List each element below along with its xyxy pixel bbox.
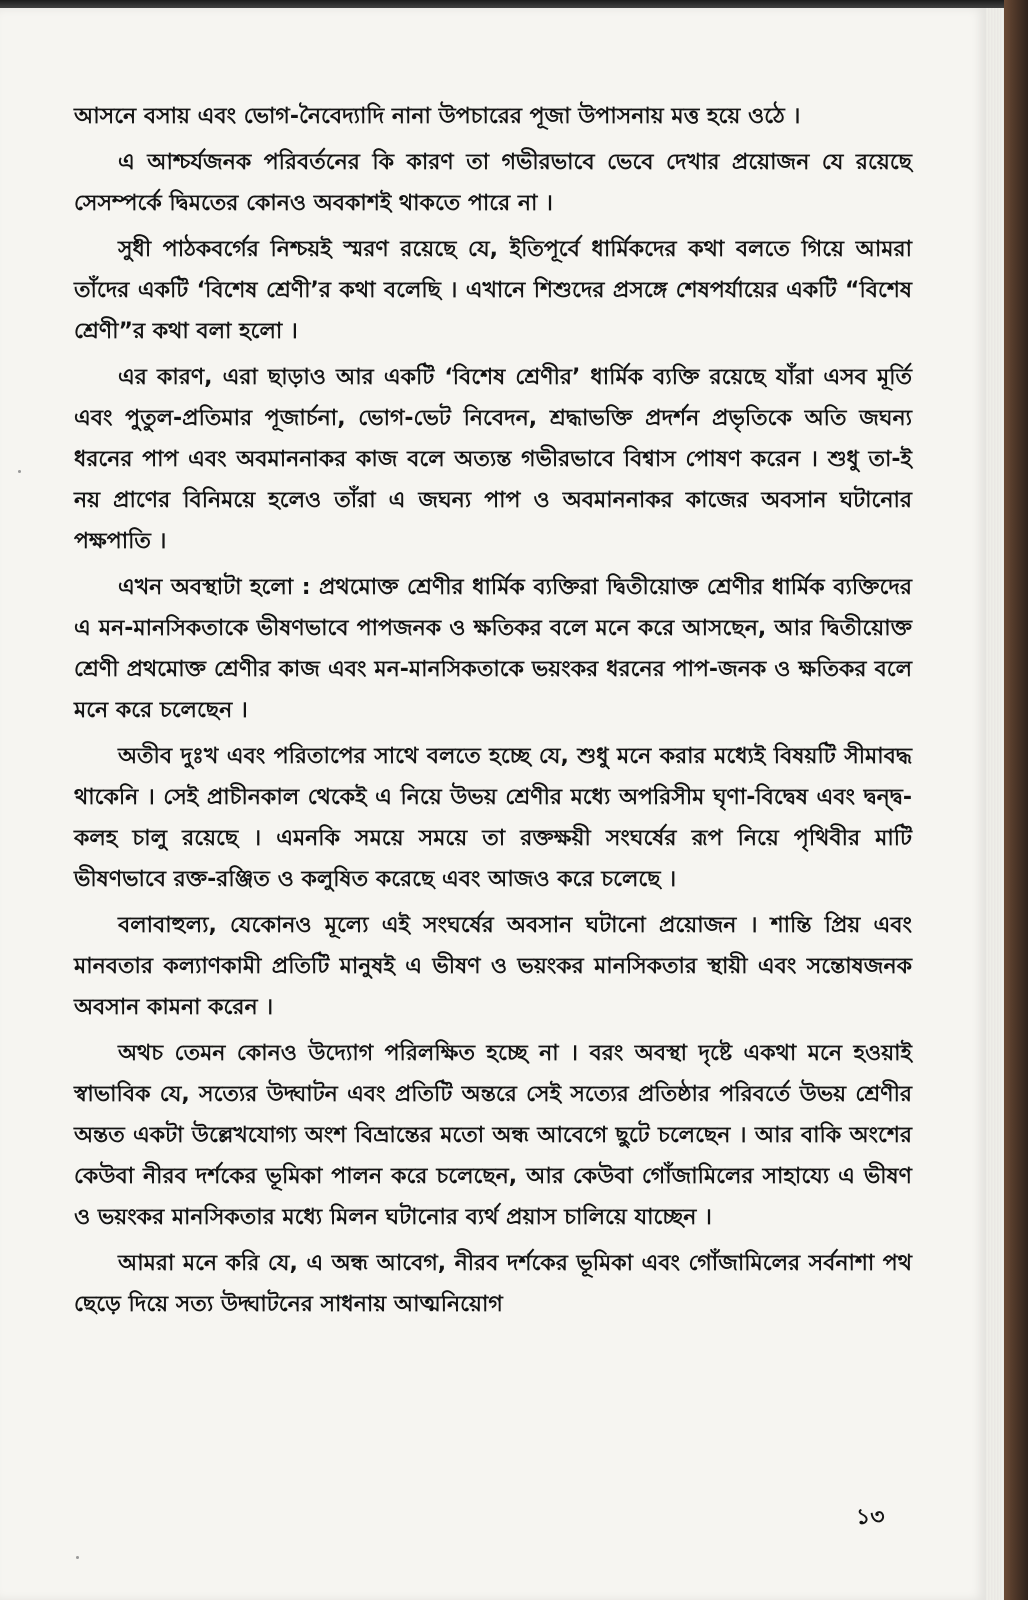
background-edge — [1004, 0, 1028, 1600]
paragraph: এখন অবস্থাটা হলো : প্রথমোক্ত শ্রেণীর ধার্মিক ব্যক্তিরা দ্বিতীয়োক্ত শ্রেণীর ধার্মিক ব্যক্তিদের এ মন-মানসিকতাকে ভীষণভাবে পাপজনক ও ক্ষতিকর বলে মনে করে আসছেন, আর দ্বিতীয়োক্ত শ্রেণী প্রথমোক্ত শ্রেণীর কাজ এবং মন-মানসিকতাকে ভয়ংকর ধরনের পাপ-জনক ও ক্ষতিকর বলে মনে করে চলেছেন । — [74, 575, 912, 723]
page-body-text — [74, 96, 912, 1330]
paragraph: বলাবাহুল্য, যেকোনও মূল্যে এই সংঘর্ষের অবসান ঘটানো প্রয়োজন । শান্তি প্রিয় এবং মানবতার কল্যাণকামী প্রতিটি মানুষই এ ভীষণ ও ভয়ংকর মানসিকতার স্থায়ী এবং সন্তোষজনক অবসান কামনা করেন । — [74, 913, 912, 1020]
page-stack-edges — [986, 8, 1004, 1600]
paragraph: সুধী পাঠকবর্গের নিশ্চয়ই স্মরণ রয়েছে যে, ইতিপূর্বে ধার্মিকদের কথা বলতে গিয়ে আমরা তাঁদের একটি ‘বিশেষ শ্রেণী’র কথা বলেছি । এখানে শিশুদের প্রসঙ্গে শেষপর্যায়ের একটি “বিশেষ শ্রেণী”র কথা বলা হলো । — [74, 237, 912, 344]
paragraph: অতীব দুঃখ এবং পরিতাপের সাথে বলতে হচ্ছে যে, শুধু মনে করার মধ্যেই বিষয়টি সীমাবদ্ধ থাকেনি । সেই প্রাচীনকাল থেকেই এ নিয়ে উভয় শ্রেণীর মধ্যে অপরিসীম ঘৃণা-বিদ্বেষ এবং দ্বন্দ্ব-কলহ চালু রয়েছে । এমনকি সময়ে সময়ে তা রক্তক্ষয়ী সংঘর্ষের রূপ নিয়ে পৃথিবীর মাটি ভীষণভাবে রক্ত-রঞ্জিত ও কলুষিত করেছে এবং আজও করে চলেছে । — [74, 744, 912, 892]
paper-speck — [18, 470, 21, 473]
page-number: ১৩ — [856, 1505, 885, 1530]
paragraph: এ আশ্চর্যজনক পরিবর্তনের কি কারণ তা গভীরভাবে ভেবে দেখার প্রয়োজন যে রয়েছে সেসম্পর্কে দ্বিমতের কোনও অবকাশই থাকতে পারে না । — [74, 150, 912, 216]
paragraph: অথচ তেমন কোনও উদ্যোগ পরিলক্ষিত হচ্ছে না । বরং অবস্থা দৃষ্টে একথা মনে হওয়াই স্বাভাবিক যে, সত্যের উদ্ঘাটন এবং প্রতিটি অন্তরে সেই সত্যের প্রতিষ্ঠার পরিবর্তে উভয় শ্রেণীর অন্তত একটা উল্লেখযোগ্য অংশ বিভ্রান্তের মতো অন্ধ আবেগে ছুটে চলেছেন । আর বাকি অংশের কেউবা নীরব দর্শকের ভূমিকা পালন করে চলেছেন, আর কেউবা গোঁজামিলের সাহায্যে এ ভীষণ ও ভয়ংকর মানসিকতার মধ্যে মিলন ঘটানোর ব্যর্থ প্রয়াস চালিয়ে যাচ্ছেন । — [74, 1041, 912, 1230]
paper-speck — [76, 1556, 79, 1559]
paragraph: আমরা মনে করি যে, এ অন্ধ আবেগ, নীরব দর্শকের ভূমিকা এবং গোঁজামিলের সর্বনাশা পথ ছেড়ে দিয়ে সত্য উদ্ঘাটনের সাধনায় আত্মনিয়োগ — [74, 1251, 912, 1317]
paragraph: আসনে বসায় এবং ভোগ-নৈবেদ্যাদি নানা উপচারের পূজা উপাসনায় মত্ত হয়ে ওঠে । — [74, 104, 801, 129]
paragraph: এর কারণ, এরা ছাড়াও আর একটি ‘বিশেষ শ্রেণীর’ ধার্মিক ব্যক্তি রয়েছে যাঁরা এসব মূর্তি এবং পুতুল-প্রতিমার পূজার্চনা, ভোগ-ভেট নিবেদন, শ্রদ্ধাভক্তি প্রদর্শন প্রভৃতিকে অতি জঘন্য ধরনের পাপ এবং অবমাননাকর কাজ বলে অত্যন্ত গভীরভাবে বিশ্বাস পোষণ করেন । শুধু তা-ই নয় প্রাণের বিনিময়ে হলেও তাঁরা এ জঘন্য পাপ ও অবমাননাকর কাজের অবসান ঘটানোর পক্ষপাতি । — [74, 365, 912, 554]
